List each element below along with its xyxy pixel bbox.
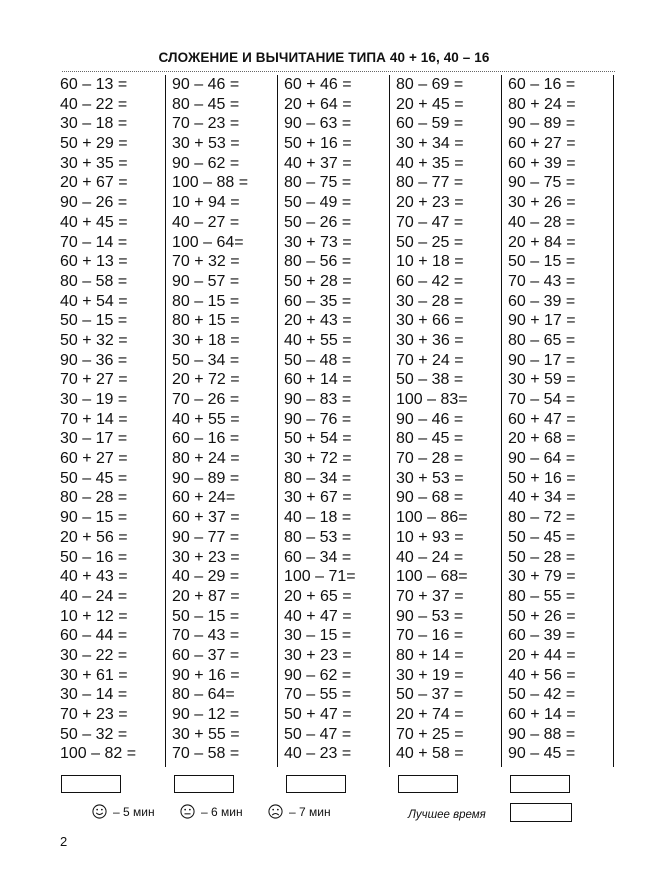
time-box-2[interactable] bbox=[174, 775, 234, 793]
exercise-item: 100 – 83= bbox=[396, 391, 468, 408]
exercise-item: 40 + 55 = bbox=[284, 331, 352, 349]
exercise-item: 30 – 22 = bbox=[60, 646, 128, 664]
exercise-item: 30 + 23 = bbox=[284, 646, 352, 664]
exercise-item: 80 – 28 = bbox=[60, 489, 128, 507]
exercise-item: 80 – 64= bbox=[172, 686, 235, 704]
exercise-item: 60 – 39 = bbox=[508, 627, 576, 645]
exercise-item: 30 – 18 = bbox=[60, 115, 128, 133]
exercise-item: 60 – 39 = bbox=[508, 292, 576, 310]
exercise-item: 60 – 35 = bbox=[284, 292, 352, 310]
exercise-item: 50 – 15 = bbox=[508, 253, 576, 271]
exercise-item: 90 – 83 = bbox=[284, 391, 352, 408]
exercise-item: 40 + 37 = bbox=[284, 154, 352, 172]
legend-item-6-min bbox=[180, 804, 243, 819]
exercise-item: 70 – 58 = bbox=[172, 745, 240, 763]
exercise-item: 60 – 13 = bbox=[60, 76, 128, 93]
exercise-item: 20 + 23 = bbox=[396, 194, 464, 212]
exercise-item: 80 – 55 = bbox=[508, 587, 576, 605]
exercise-item: 30 + 18 = bbox=[172, 331, 240, 349]
best-time-box[interactable] bbox=[510, 803, 572, 822]
exercise-item: 60 + 24= bbox=[172, 489, 236, 507]
exercise-item: 50 – 32 = bbox=[60, 725, 128, 743]
exercise-item: 100 – 88 = bbox=[172, 174, 249, 192]
exercise-item: 80 – 45 = bbox=[172, 95, 240, 113]
exercise-item: 30 + 67 = bbox=[284, 489, 352, 507]
exercise-item: 90 – 62 = bbox=[172, 154, 240, 172]
exercise-item: 20 + 64 = bbox=[284, 95, 352, 113]
exercise-item: 30 + 35 = bbox=[60, 154, 128, 172]
legend-item-7-min bbox=[268, 804, 331, 819]
legend-label: – 5 мин bbox=[113, 804, 155, 819]
exercise-item: 90 – 53 = bbox=[396, 607, 464, 625]
exercise-item: 70 – 55 = bbox=[284, 686, 352, 704]
exercise-item: 90 – 45 = bbox=[508, 745, 576, 763]
exercise-item: 90 – 46 = bbox=[172, 76, 240, 93]
exercise-item: 60 – 16 = bbox=[508, 76, 576, 93]
exercise-item: 80 – 77 = bbox=[396, 174, 464, 192]
sad-face-icon bbox=[268, 804, 283, 819]
exercise-item: 50 – 47 = bbox=[284, 725, 352, 743]
exercise-item: 60 + 13 = bbox=[60, 253, 128, 271]
exercise-item: 90 – 77 = bbox=[172, 528, 240, 546]
exercise-item: 10 + 18 = bbox=[396, 253, 464, 271]
exercise-item: 60 – 59 = bbox=[396, 115, 464, 133]
exercise-item: 40 – 18 = bbox=[284, 509, 352, 527]
exercise-item: 50 + 16 = bbox=[284, 135, 352, 153]
exercise-item: 90 – 88 = bbox=[508, 725, 576, 743]
exercise-item: 40 + 34 = bbox=[508, 489, 576, 507]
exercise-item: 40 – 28 = bbox=[508, 213, 576, 231]
exercise-item: 70 + 32 = bbox=[172, 253, 240, 271]
exercise-item: 50 + 29 = bbox=[60, 135, 128, 153]
exercise-item: 30 + 59 = bbox=[508, 371, 576, 389]
exercise-item: 80 – 58 = bbox=[60, 272, 128, 290]
exercise-item: 30 – 15 = bbox=[284, 627, 352, 645]
exercise-item: 50 + 26 = bbox=[508, 607, 576, 625]
exercise-item: 90 – 89 = bbox=[508, 115, 576, 133]
exercise-item: 60 + 46 = bbox=[284, 76, 352, 93]
exercise-item: 10 + 93 = bbox=[396, 528, 464, 546]
exercise-item: 50 – 49 = bbox=[284, 194, 352, 212]
exercise-item: 20 + 72 = bbox=[172, 371, 240, 389]
exercise-item: 60 – 44 = bbox=[60, 627, 128, 645]
time-box-4[interactable] bbox=[398, 775, 458, 793]
exercise-item: 60 – 42 = bbox=[396, 272, 464, 290]
exercise-item: 20 + 87 = bbox=[172, 587, 240, 605]
exercise-item: 20 + 84 = bbox=[508, 233, 576, 251]
exercise-item: 40 – 24 = bbox=[60, 587, 128, 605]
exercise-item: 50 – 26 = bbox=[284, 213, 352, 231]
exercise-item: 90 – 63 = bbox=[284, 115, 352, 133]
exercise-item: 90 – 62 = bbox=[284, 666, 352, 684]
page-title: СЛОЖЕНИЕ И ВЫЧИТАНИЕ ТИПА 40 + 16, 40 – 16 bbox=[158, 50, 490, 65]
exercise-item: 20 + 44 = bbox=[508, 646, 576, 664]
exercise-item: 50 – 15 = bbox=[60, 312, 128, 330]
exercise-item: 80 – 75 = bbox=[284, 174, 352, 192]
exercise-item: 70 + 27 = bbox=[60, 371, 128, 389]
exercise-item: 90 – 36 = bbox=[60, 351, 128, 369]
exercise-item: 60 – 34 = bbox=[284, 548, 352, 566]
exercise-item: 50 – 34 = bbox=[172, 351, 240, 369]
exercise-item: 70 – 16 = bbox=[396, 627, 464, 645]
exercise-item: 30 – 14 = bbox=[60, 686, 128, 704]
exercise-item: 80 – 45 = bbox=[396, 430, 464, 448]
exercise-item: 100 – 86= bbox=[396, 509, 468, 527]
exercise-item: 70 – 14 = bbox=[60, 233, 128, 251]
exercise-item: 30 + 53 = bbox=[172, 135, 240, 153]
exercise-item: 90 – 26 = bbox=[60, 194, 128, 212]
exercise-item: 30 + 66 = bbox=[396, 312, 464, 330]
exercise-item: 70 – 47 = bbox=[396, 213, 464, 231]
legend-label: – 6 мин bbox=[201, 804, 243, 819]
exercise-item: 20 + 68 = bbox=[508, 430, 576, 448]
exercise-item: 40 – 29 = bbox=[172, 568, 240, 586]
legend-item-5-min bbox=[92, 804, 155, 819]
exercise-item: 50 – 45 = bbox=[60, 469, 128, 487]
exercise-item: 90 – 46 = bbox=[396, 410, 464, 428]
exercise-column-2 bbox=[172, 75, 278, 767]
exercise-column-3 bbox=[284, 75, 390, 767]
exercise-item: 80 + 14 = bbox=[396, 646, 464, 664]
exercise-item: 20 + 45 = bbox=[396, 95, 464, 113]
exercise-item: 70 + 25 = bbox=[396, 725, 464, 743]
exercise-item: 30 + 73 = bbox=[284, 233, 352, 251]
smile-icon bbox=[92, 804, 107, 819]
exercise-item: 50 – 37 = bbox=[396, 686, 464, 704]
exercise-item: 80 – 53 = bbox=[284, 528, 352, 546]
exercise-item: 30 + 26 = bbox=[508, 194, 576, 212]
exercise-item: 90 – 75 = bbox=[508, 174, 576, 192]
exercise-item: 30 + 53 = bbox=[396, 469, 464, 487]
exercise-item: 30 + 23 = bbox=[172, 548, 240, 566]
exercise-item: 80 – 15 = bbox=[172, 292, 240, 310]
exercise-item: 30 + 34 = bbox=[396, 135, 464, 153]
exercise-column-5 bbox=[508, 75, 614, 767]
exercise-item: 90 – 68 = bbox=[396, 489, 464, 507]
exercise-item: 30 + 55 = bbox=[172, 725, 240, 743]
exercise-item: 70 + 24 = bbox=[396, 351, 464, 369]
exercise-item: 50 – 16 = bbox=[60, 548, 128, 566]
exercise-item: 60 + 39 = bbox=[508, 154, 576, 172]
exercise-item: 30 – 17 = bbox=[60, 430, 128, 448]
exercise-item: 50 – 45 = bbox=[508, 528, 576, 546]
exercise-item: 30 + 79 = bbox=[508, 568, 576, 586]
exercise-item: 100 – 68= bbox=[396, 568, 468, 586]
title-divider bbox=[62, 71, 615, 72]
exercise-item: 70 – 54 = bbox=[508, 391, 576, 408]
exercise-item: 50 – 38 = bbox=[396, 371, 464, 389]
exercise-item: 50 + 47 = bbox=[284, 706, 352, 723]
exercise-item: 20 + 74 = bbox=[396, 706, 464, 723]
exercise-item: 60 – 37 = bbox=[172, 646, 240, 664]
exercise-item: 10 + 94 = bbox=[172, 194, 240, 212]
exercise-item: 70 + 14 = bbox=[60, 410, 128, 428]
exercise-item: 10 + 12 = bbox=[60, 607, 128, 625]
exercise-item: 30 + 61 = bbox=[60, 666, 128, 684]
exercise-item: 50 + 16 = bbox=[508, 469, 576, 487]
exercise-item: 40 – 27 = bbox=[172, 213, 240, 231]
exercise-item: 90 + 16 = bbox=[172, 666, 240, 684]
exercise-item: 90 – 17 = bbox=[508, 351, 576, 369]
exercise-item: 90 – 64 = bbox=[508, 450, 576, 468]
exercise-item: 40 – 23 = bbox=[284, 745, 352, 763]
exercise-item: 80 + 24 = bbox=[508, 95, 576, 113]
exercise-item: 40 + 47 = bbox=[284, 607, 352, 625]
page-number: 2 bbox=[60, 834, 68, 849]
exercise-item: 90 – 12 = bbox=[172, 706, 240, 723]
exercise-item: 80 – 69 = bbox=[396, 76, 464, 93]
exercise-item: 50 + 32 = bbox=[60, 331, 128, 349]
exercise-item: 40 + 45 = bbox=[60, 213, 128, 231]
exercise-item: 70 – 43 = bbox=[172, 627, 240, 645]
exercise-item: 50 – 42 = bbox=[508, 686, 576, 704]
exercise-item: 20 + 56 = bbox=[60, 528, 128, 546]
exercise-item: 40 + 35 = bbox=[396, 154, 464, 172]
exercise-item: 30 – 19 = bbox=[60, 391, 128, 408]
exercise-item: 40 + 55 = bbox=[172, 410, 240, 428]
exercise-item: 40 – 22 = bbox=[60, 95, 128, 113]
exercise-column-1 bbox=[60, 75, 166, 767]
exercise-item: 20 + 43 = bbox=[284, 312, 352, 330]
exercise-item: 30 + 72 = bbox=[284, 450, 352, 468]
exercise-item: 80 – 72 = bbox=[508, 509, 576, 527]
exercise-item: 70 – 28 = bbox=[396, 450, 464, 468]
exercise-item: 40 + 43 = bbox=[60, 568, 128, 586]
exercise-item: 100 – 71= bbox=[284, 568, 356, 586]
exercise-item: 80 + 24 = bbox=[172, 450, 240, 468]
exercise-item: 70 – 26 = bbox=[172, 391, 240, 408]
exercise-item: 40 + 58 = bbox=[396, 745, 464, 763]
exercise-item: 60 + 27 = bbox=[508, 135, 576, 153]
exercise-item: 60 + 14 = bbox=[508, 706, 576, 723]
exercise-item: 50 – 25 = bbox=[396, 233, 464, 251]
exercise-item: 70 – 43 = bbox=[508, 272, 576, 290]
exercise-item: 100 – 64= bbox=[172, 233, 244, 251]
exercise-item: 80 – 65 = bbox=[508, 331, 576, 349]
best-time-label: Лучшее время bbox=[408, 809, 486, 821]
exercise-item: 30 + 36 = bbox=[396, 331, 464, 349]
exercise-item: 20 + 65 = bbox=[284, 587, 352, 605]
exercise-item: 70 + 23 = bbox=[60, 706, 128, 723]
exercise-item: 80 – 56 = bbox=[284, 253, 352, 271]
neutral-face-icon bbox=[180, 804, 195, 819]
exercise-item: 60 + 47 = bbox=[508, 410, 576, 428]
exercise-item: 90 – 76 = bbox=[284, 410, 352, 428]
exercise-item: 40 + 56 = bbox=[508, 666, 576, 684]
exercise-item: 90 + 17 = bbox=[508, 312, 576, 330]
exercise-item: 40 – 24 = bbox=[396, 548, 464, 566]
exercise-item: 20 + 67 = bbox=[60, 174, 128, 192]
exercise-item: 50 – 15 = bbox=[172, 607, 240, 625]
time-box-1[interactable] bbox=[61, 775, 121, 793]
exercise-item: 80 – 34 = bbox=[284, 469, 352, 487]
exercise-item: 90 – 57 = bbox=[172, 272, 240, 290]
exercise-item: 40 + 54 = bbox=[60, 292, 128, 310]
exercise-item: 50 + 28 = bbox=[284, 272, 352, 290]
exercise-item: 90 – 89 = bbox=[172, 469, 240, 487]
exercise-item: 30 + 19 = bbox=[396, 666, 464, 684]
exercise-item: 60 + 14 = bbox=[284, 371, 352, 389]
exercise-item: 100 – 82 = bbox=[60, 745, 137, 763]
exercise-item: 50 – 28 = bbox=[508, 548, 576, 566]
exercise-item: 70 – 23 = bbox=[172, 115, 240, 133]
time-box-5[interactable] bbox=[510, 775, 570, 793]
legend-label: – 7 мин bbox=[289, 804, 331, 819]
exercise-item: 60 – 16 = bbox=[172, 430, 240, 448]
exercise-item: 80 + 15 = bbox=[172, 312, 240, 330]
exercise-item: 90 – 15 = bbox=[60, 509, 128, 527]
exercise-item: 50 – 48 = bbox=[284, 351, 352, 369]
exercise-item: 60 + 27 = bbox=[60, 450, 128, 468]
time-box-3[interactable] bbox=[286, 775, 346, 793]
exercise-item: 70 + 37 = bbox=[396, 587, 464, 605]
exercise-column-4 bbox=[396, 75, 502, 767]
exercise-item: 30 – 28 = bbox=[396, 292, 464, 310]
exercise-item: 60 + 37 = bbox=[172, 509, 240, 527]
exercise-item: 50 + 54 = bbox=[284, 430, 352, 448]
